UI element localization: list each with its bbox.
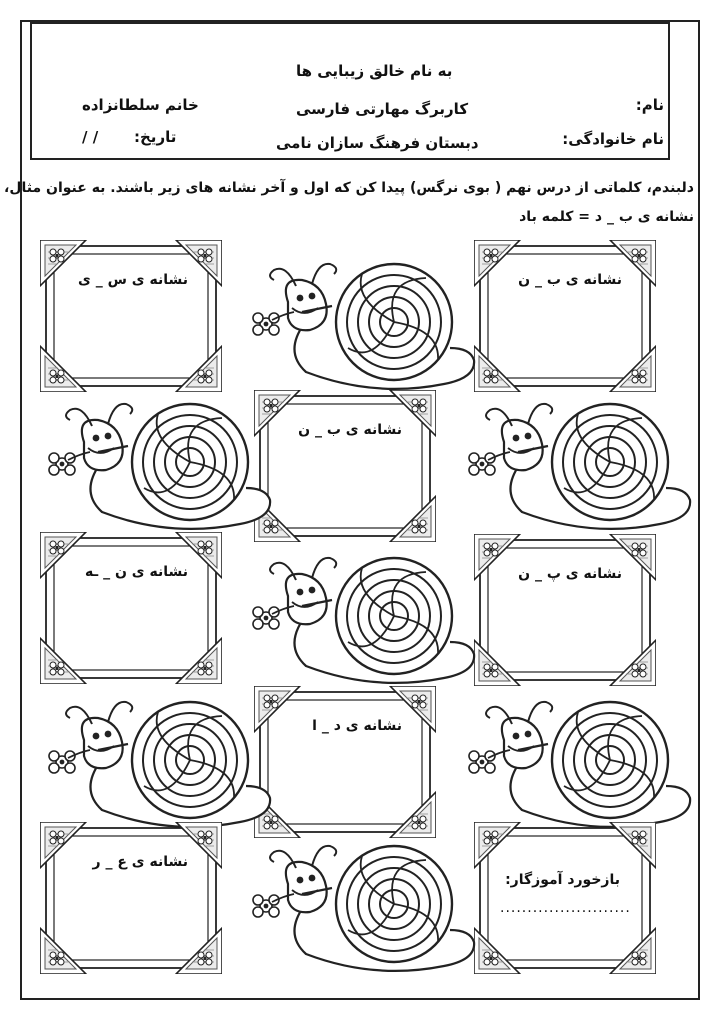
- instruction-line-1: دلبندم، کلماتی از درس نهم ( بوی نرگس) پیدا کن که اول و آخر نشانه های زیر باشند. به عنوان مثال،: [4, 180, 694, 196]
- floral-frame-border: [474, 534, 656, 686]
- floral-frame-border: [254, 390, 436, 542]
- letter-prompt-4: نشانه ی پ _ ن: [518, 566, 622, 582]
- floral-frame-border: [40, 532, 222, 684]
- date-value: / /: [82, 128, 99, 146]
- letter-frame-4: [474, 534, 656, 686]
- letter-prompt-1: نشانه ی ب _ ن: [518, 272, 622, 288]
- letter-frame-2: [40, 240, 222, 392]
- snail-icon: [40, 698, 272, 834]
- letter-frame-7: [40, 822, 222, 974]
- letter-prompt-5: نشانه ی ن _ ـه: [84, 564, 188, 580]
- letter-frame-1: [474, 240, 656, 392]
- floral-frame-border: [474, 240, 656, 392]
- letter-frame-5: [40, 532, 222, 684]
- snail-illustration: [244, 842, 476, 982]
- letter-prompt-3: نشانه ی ب _ ن: [298, 422, 402, 438]
- feedback-answer-line: ........................: [500, 900, 631, 916]
- snail-icon: [40, 400, 272, 536]
- snail-icon: [460, 698, 692, 834]
- floral-frame-border: [40, 240, 222, 392]
- name-label: نام:: [635, 96, 664, 114]
- snail-illustration: [244, 554, 476, 694]
- teacher-feedback-label: بازخورد آموزگار:: [505, 872, 620, 888]
- teacher-feedback-frame: [474, 822, 656, 974]
- letter-prompt-7: نشانه ی ع _ ر: [92, 854, 188, 870]
- worksheet-heading: به نام خالق زیبایی ها: [296, 62, 453, 80]
- snail-illustration: [460, 400, 692, 540]
- letter-prompt-6: نشانه ی د _ ا: [312, 718, 402, 734]
- teacher-name: خانم سلطانزاده: [82, 96, 199, 114]
- snail-illustration: [40, 698, 272, 838]
- floral-frame-border: [474, 822, 656, 974]
- snail-icon: [244, 554, 476, 690]
- school-name: دبستان فرهنگ سازان نامی: [276, 134, 479, 152]
- snail-icon: [244, 260, 476, 396]
- instruction-line-2: نشانه ی ب _ د = کلمه باد: [519, 209, 694, 225]
- snail-illustration: [460, 698, 692, 838]
- letter-prompt-2: نشانه ی س _ ی: [78, 272, 188, 288]
- snail-illustration: [244, 260, 476, 400]
- date-label: تاریخ:: [134, 128, 177, 146]
- family-name-label: نام خانوادگی:: [562, 130, 664, 148]
- worksheet-subject: کاربرگ مهارتی فارسی: [296, 100, 469, 118]
- letter-frame-3: [254, 390, 436, 542]
- snail-icon: [460, 400, 692, 536]
- floral-frame-border: [40, 822, 222, 974]
- letter-frame-6: [254, 686, 436, 838]
- snail-icon: [244, 842, 476, 978]
- floral-frame-border: [254, 686, 436, 838]
- snail-illustration: [40, 400, 272, 540]
